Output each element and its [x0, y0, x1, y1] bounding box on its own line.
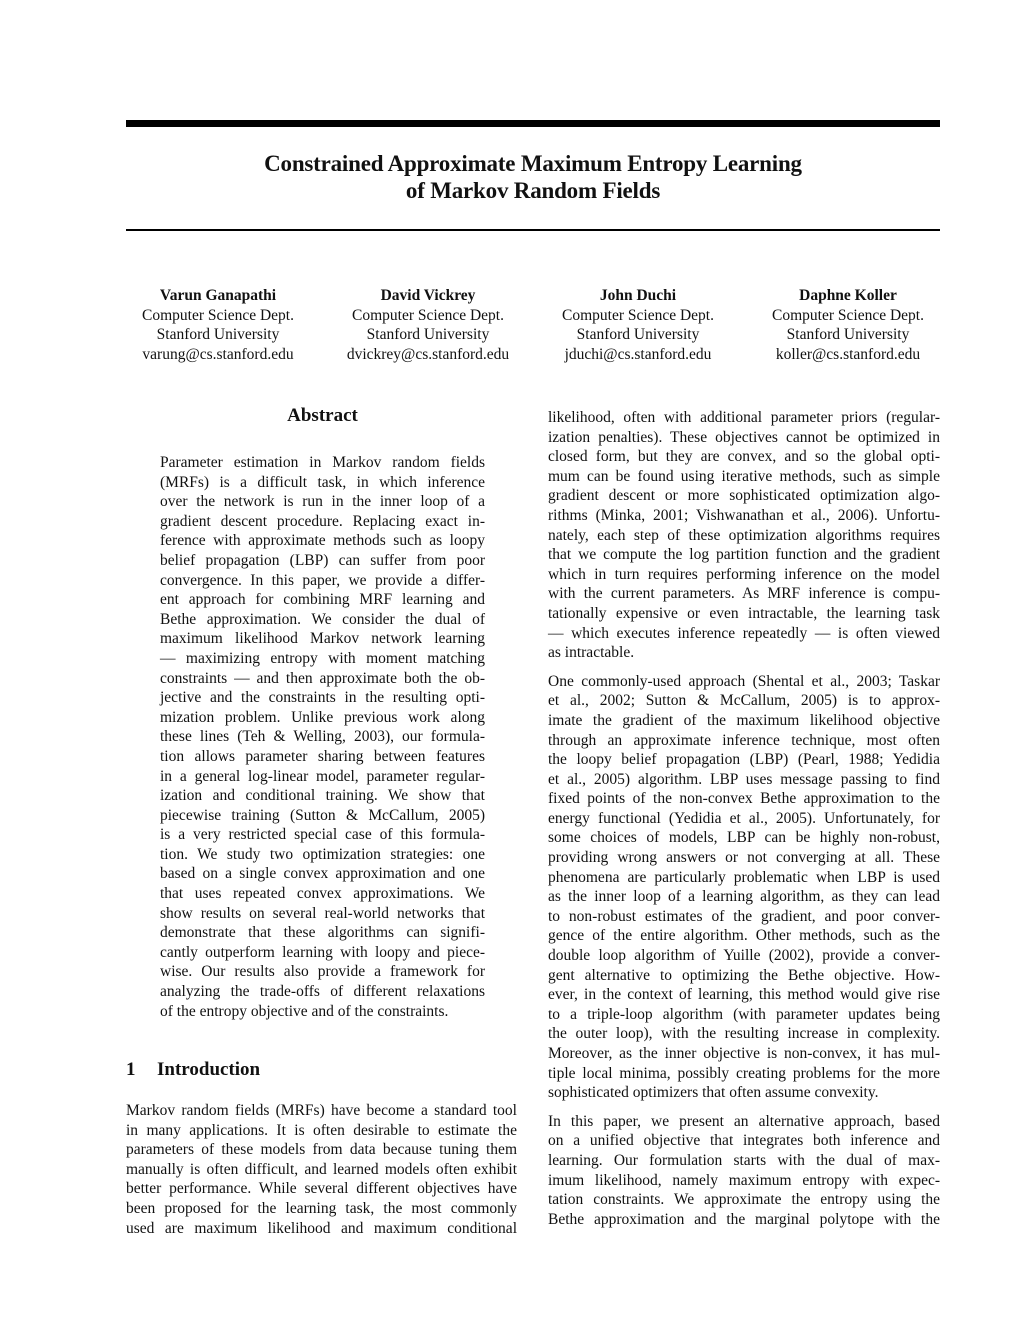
author-name: Daphne Koller: [799, 287, 897, 304]
text-line: mization problem. Unlike previous work along: [160, 708, 485, 726]
text-line: that we compute the log partition function and the gradient: [548, 546, 940, 564]
text-line: some choices of models, LBP can be highly non-robust,: [548, 829, 940, 847]
text-line: ent approach for combining MRF learning and: [160, 591, 485, 609]
author-university: Stanford University: [366, 326, 490, 344]
author-university: Stanford University: [156, 326, 280, 344]
text-line: of the entropy objective and of the constraints.: [160, 1002, 449, 1020]
text-line: (MRFs) is a difficult task, in which inference: [160, 473, 485, 491]
paragraph-gap: [548, 1103, 940, 1112]
text-line: In this paper, we present an alternative approach, based: [548, 1112, 940, 1130]
text-line: in many applications. It is often desirable to estimate the: [126, 1121, 517, 1139]
text-line: been proposed for the learning task, the most commonly: [126, 1199, 517, 1217]
text-line: analyzing the trade-offs of different relaxations: [160, 983, 485, 1001]
text-line: that uses repeated convex approximations. We: [160, 885, 485, 903]
text-line: demonstrate that these algorithms can signifi-: [160, 924, 485, 942]
introduction-right-column: [548, 408, 940, 1229]
title-line: of Markov Random Fields: [405, 178, 661, 203]
author-university: Stanford University: [576, 326, 700, 344]
text-line: tationally expensive or even intractable, the learning task: [548, 604, 940, 622]
text-line: on a unified objective that integrates both inference and: [548, 1132, 940, 1150]
author-email: dvickrey@cs.stanford.edu: [346, 345, 510, 363]
author-block: [743, 286, 953, 364]
paragraph: [548, 672, 940, 1103]
paper-title: [126, 150, 940, 204]
paragraph-gap: [548, 663, 940, 672]
author-name: Varun Ganapathi: [159, 287, 277, 304]
author-block: [323, 286, 533, 364]
title-line: Constrained Approximate Maximum Entropy Learning: [264, 151, 802, 176]
text-line: show results on several real-world networks that: [160, 904, 485, 922]
section-number: 1: [126, 1059, 136, 1080]
text-line: imate the gradient of the maximum likelihood objective: [548, 711, 940, 729]
text-line: better performance. While several different objectives have: [126, 1180, 517, 1198]
author-university: Stanford University: [786, 326, 910, 344]
text-line: Parameter estimation in Markov random fields: [160, 454, 485, 471]
abstract-body: [160, 453, 485, 1021]
text-line: piecewise training (Sutton & McCallum, 2005): [160, 806, 485, 824]
text-line: et al., 2002; Sutton & McCallum, 2005) is to approx-: [548, 692, 940, 710]
author-block: [533, 286, 743, 364]
text-line: rithms (Minka, 2001; Vishwanathan et al., 2006). Unfortu-: [548, 506, 940, 524]
text-line: the outer loop), with the resulting increase in complexity.: [548, 1025, 940, 1043]
title-top-rule: [126, 120, 940, 127]
text-line: in a general log-linear model, parameter regular-: [160, 767, 485, 785]
text-line: nately, each step of these optimization algorithms requires: [548, 526, 940, 544]
text-line: to a triple-loop algorithm (with parameter updates being: [548, 1005, 940, 1023]
section-heading-introduction: [126, 1059, 260, 1081]
text-line: sophisticated optimizers that often assume convexity.: [548, 1084, 879, 1102]
text-line: gent alternative to optimizing the Bethe objective. How-: [548, 966, 940, 984]
text-line: over the network is run in the inner loop of a: [160, 493, 485, 511]
text-line: manually is often difficult, and learned models often exhibit: [126, 1160, 517, 1178]
text-line: ever, in the context of learning, this method would give rise: [548, 986, 940, 1004]
author-name: David Vickrey: [380, 287, 476, 304]
text-line: energy functional (Yedidia et al., 2005). Unfortunately, for: [548, 809, 940, 827]
text-line: — maximizing entropy with moment matching: [160, 649, 485, 667]
text-line: double loop algorithm of Yuille (2002), provide a conver-: [548, 947, 940, 965]
text-line: parameters of these models from data because tuning them: [126, 1141, 517, 1159]
text-line: ference with approximate methods such as loopy: [160, 532, 485, 550]
text-line: tation constraints. We approximate the entropy using the: [548, 1191, 940, 1209]
text-line: tion. We study two optimization strategies: one: [160, 845, 485, 863]
text-line: tiple local minima, possibly creating problems for the more: [548, 1064, 940, 1082]
text-line: wise. Our results also provide a framework for: [160, 963, 485, 981]
text-line: gradient descent or more sophisticated optimization algo-: [548, 487, 940, 505]
author-list: [113, 286, 953, 364]
author-dept: Computer Science Dept.: [772, 306, 924, 324]
text-line: maximum likelihood Markov network learning: [160, 630, 485, 648]
title-bottom-rule: [126, 229, 940, 231]
text-line: cantly outperform learning with loopy and piece-: [160, 943, 485, 961]
author-block: [113, 286, 323, 364]
text-line: ization penalties). These objectives cannot be optimized in: [548, 428, 940, 446]
text-line: used are maximum likelihood and maximum conditional: [126, 1219, 517, 1237]
author-name: John Duchi: [599, 287, 677, 304]
text-line: these lines (Teh & Welling, 2003), our formula-: [160, 728, 485, 746]
text-line: as intractable.: [548, 644, 635, 662]
text-line: belief propagation (LBP) can suffer from poor: [160, 551, 485, 569]
introduction-left-column: [126, 1101, 517, 1238]
text-line: closed form, but they are convex, and so the global opti-: [548, 448, 940, 466]
text-line: gradient descent procedure. Replacing exact in-: [160, 512, 485, 530]
author-dept: Computer Science Dept.: [562, 306, 714, 324]
text-line: which in turn requires performing inference on the model: [548, 565, 940, 583]
paragraph: [548, 1112, 940, 1230]
text-line: to non-robust estimates of the gradient, and poor conver-: [548, 907, 940, 925]
text-line: based on a single convex approximation and one: [160, 865, 485, 883]
text-line: the loopy belief propagation (LBP) (Pearl, 1988; Yedidia: [548, 751, 940, 769]
text-line: ization and conditional training. We show that: [160, 787, 485, 805]
text-line: gence of the entire algorithm. Other methods, such as the: [548, 927, 940, 945]
text-line: Bethe approximation. We consider the dual of: [160, 610, 485, 628]
text-line: as the inner loop of a learning algorithm, as they can lead: [548, 888, 940, 906]
text-line: with the current parameters. As MRF inference is compu-: [548, 585, 940, 603]
text-line: phenomena are particularly problematic when LBP is used: [548, 868, 940, 886]
paragraph: [548, 408, 940, 663]
text-line: likelihood, often with additional parameter priors (regular-: [548, 409, 940, 426]
text-line: constraints — and then approximate both the ob-: [160, 669, 485, 687]
text-line: imum likelihood, namely maximum entropy with expec-: [548, 1171, 940, 1189]
author-email: varung@cs.stanford.edu: [142, 345, 294, 363]
section-title: Introduction: [157, 1059, 261, 1080]
author-dept: Computer Science Dept.: [142, 306, 294, 324]
author-email: koller@cs.stanford.edu: [775, 345, 921, 363]
text-line: Markov random fields (MRFs) have become a standard tool: [126, 1102, 517, 1119]
text-line: is a very restricted special case of this formula-: [160, 826, 485, 844]
text-line: mum can be found using iterative methods, such as simple: [548, 467, 940, 485]
text-line: convergence. In this paper, we provide a differ-: [160, 571, 485, 589]
text-line: Bethe approximation and the marginal polytope with the: [548, 1210, 940, 1228]
text-line: jective and the constraints in the resulting opti-: [160, 689, 485, 707]
text-line: — which executes inference repeatedly — is often viewed: [548, 624, 940, 642]
abstract-heading: Abstract: [287, 405, 358, 426]
text-line: tion allows parameter sharing between features: [160, 747, 485, 765]
text-line: learning. Our formulation starts with the dual of max-: [548, 1151, 940, 1169]
author-dept: Computer Science Dept.: [352, 306, 504, 324]
text-line: fixed points of the non-convex Bethe approximation to the: [548, 790, 940, 808]
text-line: Moreover, as the inner objective is non-convex, it has mul-: [548, 1045, 940, 1062]
text-line: et al., 2005) algorithm. LBP uses message passing to find: [548, 770, 940, 788]
text-line: providing wrong answers or not converging at all. These: [548, 849, 940, 867]
author-email: jduchi@cs.stanford.edu: [564, 345, 712, 363]
text-line: through an approximate inference technique, most often: [548, 731, 940, 749]
text-line: One commonly-used approach (Shental et al., 2003; Taskar: [548, 672, 940, 690]
